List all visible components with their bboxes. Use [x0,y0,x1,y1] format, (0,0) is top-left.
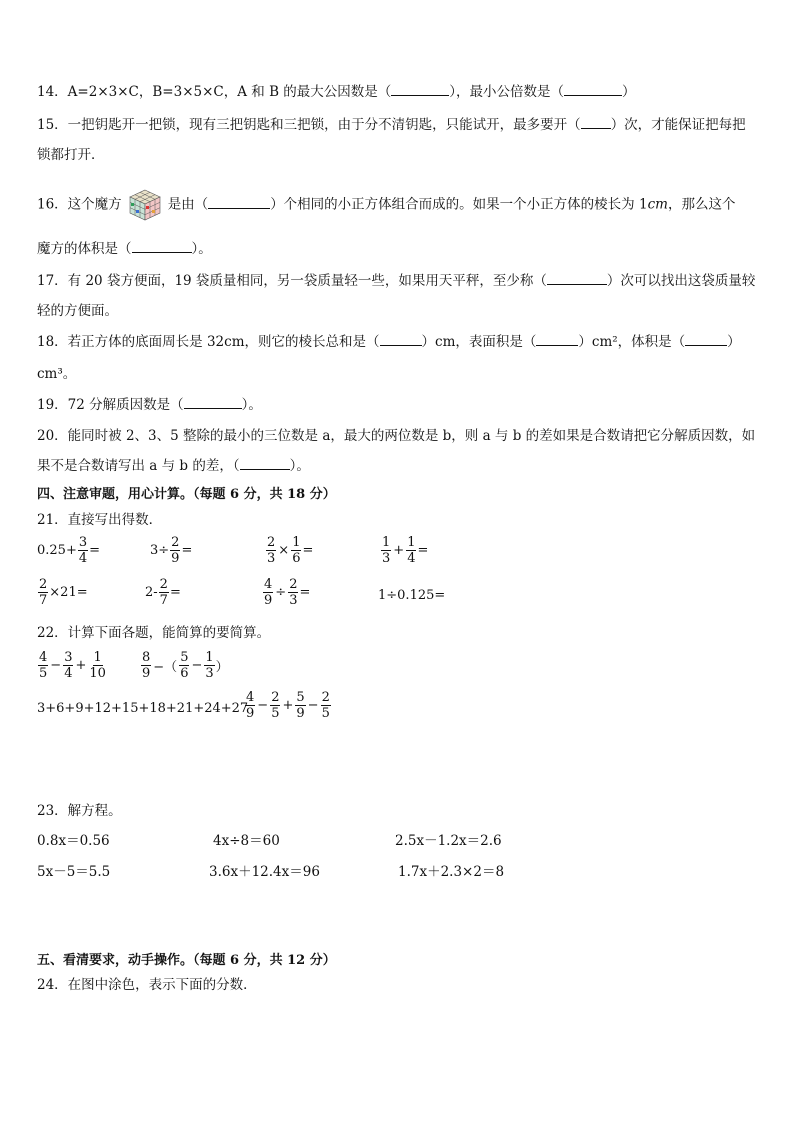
answer-blank[interactable] [380,333,422,346]
question-23-title: 23．解方程。 [37,803,122,819]
question-17: 17．有 20 袋方便面，19 袋质量相同，另一袋质量轻一些，如果用天平秤，至少称（ ）次可以找出这袋质量较轻的方便面。 [37,273,756,319]
question-16: 16．这个魔方 是由（ ）个相同的小正方体组合而成的。如果一个小正方体的棱长为 1cm，那么这个 [37,188,735,222]
calc-expression: $\frac{2}{7}$ ×21= [39,577,88,608]
equation: 1.7x＋2.3×2＝8 [398,864,505,880]
equation: 3.6x＋12.4x＝96 [209,864,320,880]
calc-expression: $\frac{4}{5}$ − $\frac{3}{4}$ + $\frac{1}{10}$ [39,650,106,681]
calc-expression: $\frac{4}{9}$ ÷ $\frac{2}{3}$ = [264,577,311,608]
answer-blank[interactable] [208,196,270,209]
equation: 4x÷8＝60 [213,833,280,849]
question-21-title: 21．直接写出得数． [37,512,163,528]
equation: 5x－5＝5.5 [37,864,111,880]
answer-blank[interactable] [685,333,727,346]
answer-blank[interactable] [536,333,578,346]
section-5-heading: 五、看清要求，动手操作。（每题 6 分，共 12 分） [37,953,336,968]
answer-blank[interactable] [132,240,192,253]
question-15: 15．一把钥匙开一把锁，现有三把钥匙和三把锁，由于分不清钥匙，只能试开，最多要开（ ）次，才能保证把每把锁都打开． [37,117,746,163]
question-18: 18．若正方体的底面周长是 32cm，则它的棱长总和是（ ）cm，表面积是（ ）cm²，体积是（ ） [37,334,741,350]
calc-expression: $\frac{1}{3}$ + $\frac{1}{4}$ = [382,535,429,566]
calc-expression: 3+6+9+12+15+18+21+24+27 [37,701,249,716]
question-24: 24．在图中涂色，表示下面的分数． [37,977,257,993]
rubiks-cube-icon [128,188,162,222]
question-19: 19．72 分解质因数是（ ）。 [37,397,262,413]
question-18-cont: cm³。 [37,366,77,382]
answer-blank[interactable] [391,83,449,96]
answer-blank[interactable] [581,116,611,129]
answer-blank[interactable] [184,396,242,409]
calc-expression: 1÷0.125= [378,588,446,603]
answer-blank[interactable] [564,83,622,96]
section-4-heading: 四、注意审题，用心计算。（每题 6 分，共 18 分） [37,487,336,502]
question-16-cont: 魔方的体积是（ ）。 [37,241,212,257]
answer-blank[interactable] [547,272,607,285]
calc-expression: 0.25+ $\frac{3}{4}$ = [37,535,101,566]
answer-blank[interactable] [240,457,290,470]
question-22-title: 22．计算下面各题，能简算的要简算。 [37,625,271,641]
calc-expression: $\frac{8}{9}$ −（ $\frac{5}{6}$ − $\frac{1}{3}$ ） [142,650,229,681]
equation: 2.5x－1.2x＝2.6 [395,833,502,849]
question-14: 14．A=2×3×C，B=3×5×C，A 和 B 的最大公因数是（ ），最小公倍数是（ ） [37,84,636,100]
calc-expression: $\frac{4}{9}$ − $\frac{2}{5}$ + $\frac{5}{9}$ − $\frac{2}{5}$ [246,690,330,721]
calc-expression: 2- $\frac{2}{7}$ = [145,577,181,608]
calc-expression: $\frac{2}{3}$ × $\frac{1}{6}$ = [267,535,314,566]
equation: 0.8x＝0.56 [37,833,110,849]
question-20: 20．能同时被 2、3、5 整除的最小的三位数是 a，最大的两位数是 b，则 a 与 b 的差如果是合数请把它分解质因数，如果不是合数请写出 a 与 b 的差，（ ）。 [37,428,756,474]
calc-expression: 3÷ $\frac{2}{9}$ = [150,535,193,566]
